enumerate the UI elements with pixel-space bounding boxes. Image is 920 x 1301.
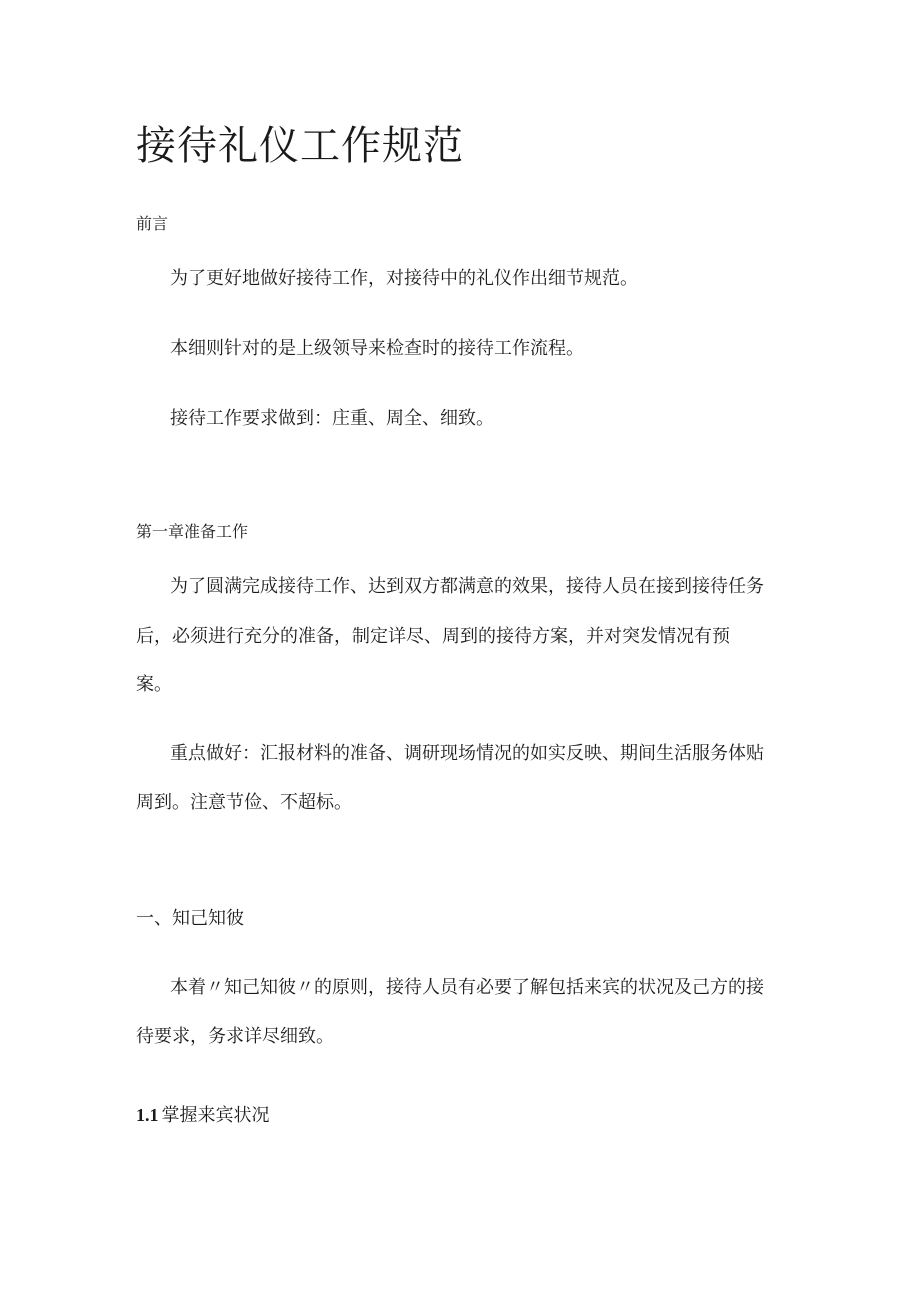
subsection-title: 掌握来宾状况: [161, 1105, 270, 1126]
document-title: 接待礼仪工作规范: [136, 123, 464, 169]
chapter-1-heading: 第一章准备工作: [136, 522, 249, 541]
preface-paragraph-2: 本细则针对的是上级领导来检查时的接待工作流程。: [170, 338, 584, 359]
subsection-number: 1.1: [136, 1105, 159, 1125]
chapter-1-paragraph-1-line-1: 为了圆满完成接待工作、达到双方都满意的效果，接待人员在接到接待任务: [170, 576, 764, 597]
chapter-1-paragraph-2-line-1: 重点做好：汇报材料的准备、调研现场情况的如实反映、期间生活服务体贴: [170, 743, 764, 764]
section-1-paragraph-line-1: 本着〃知己知彼〃的原则，接待人员有必要了解包括来宾的状况及己方的接: [170, 977, 764, 998]
preface-heading: 前言: [136, 214, 169, 233]
section-1-heading: 一、知己知彼: [136, 908, 244, 929]
chapter-1-paragraph-2-line-2: 周到。注意节俭、不超标。: [136, 792, 352, 813]
chapter-1-paragraph-1-line-2: 后，必须进行充分的准备，制定详尽、周到的接待方案，并对突发情况有预: [136, 626, 730, 647]
subsection-1-1-heading: [136, 1101, 270, 1130]
section-1-paragraph-line-2: 待要求，务求详尽细致。: [136, 1026, 334, 1047]
preface-paragraph-1: 为了更好地做好接待工作，对接待中的礼仪作出细节规范。: [170, 268, 638, 289]
chapter-1-paragraph-1-line-3: 案。: [136, 674, 172, 695]
preface-paragraph-3: 接待工作要求做到：庄重、周全、细致。: [170, 408, 494, 429]
